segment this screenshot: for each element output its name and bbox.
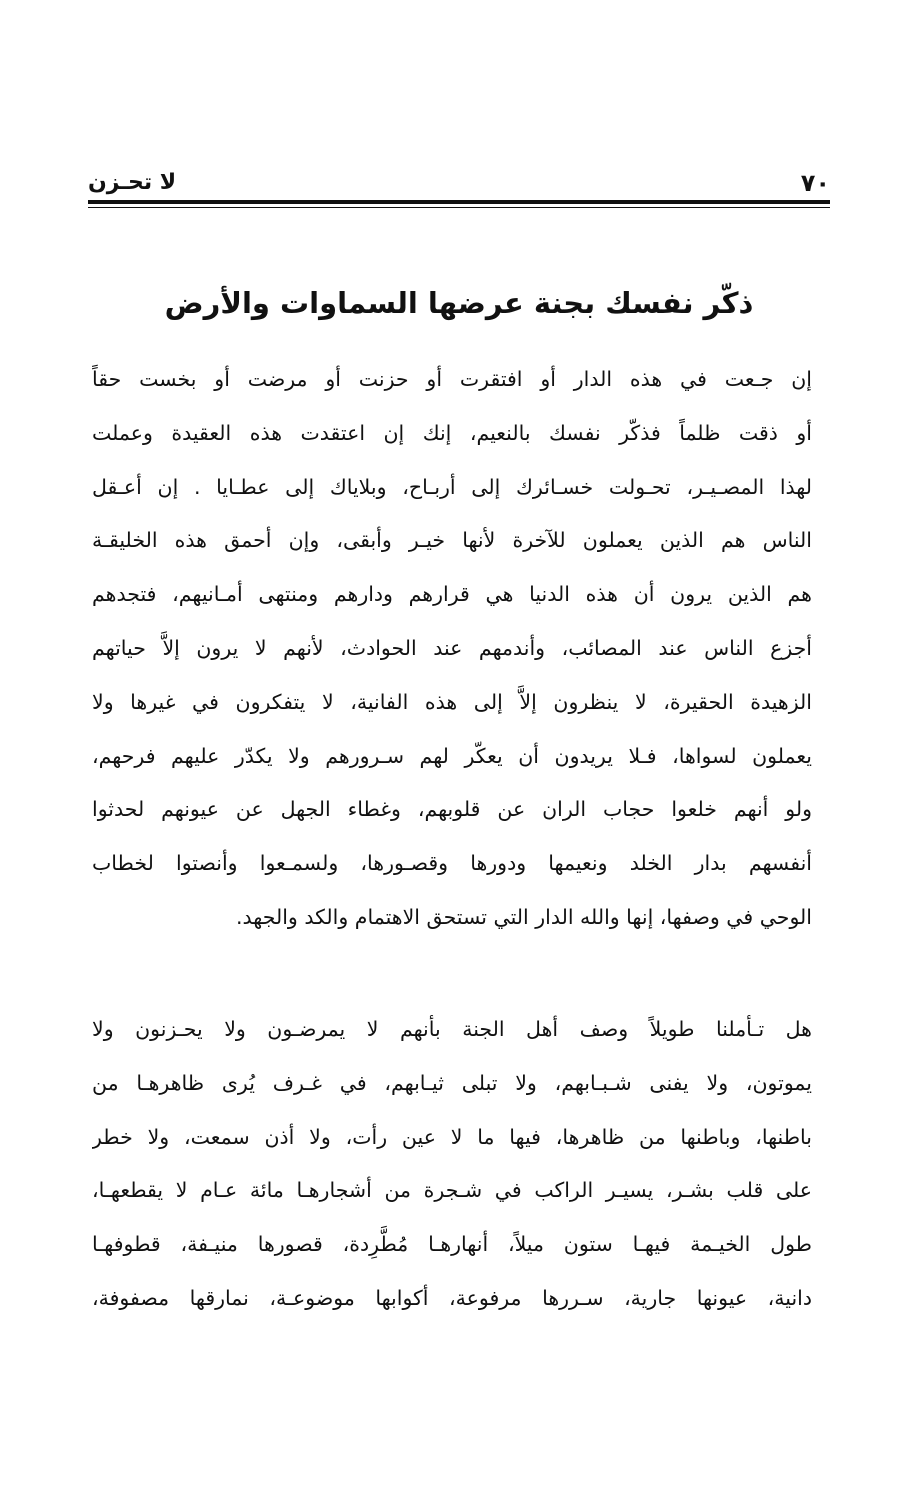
page-header (88, 168, 830, 198)
text-line: إن جـعت في هذه الدار أو افتقرت أو حزنت أو مرضت أو بخست حقاً (92, 367, 812, 391)
section-heading: ذكّر نفسك بجنة عرضها السماوات والأرض (164, 286, 754, 320)
text-line: أنفسهم بدار الخلد ونعيمها ودورها وقصـورها، ولسمـعوا وأنصتوا لخطاب (92, 851, 812, 876)
text-line: يعملون لسواها، فـلا يريدون أن يعكّر لهم سـرورهم ولا يكدّر عليهم فرحهم، (92, 743, 812, 768)
header-rule-thin (88, 207, 830, 208)
text-line: الزهيدة الحقيرة، لا ينظرون إلاَّ إلى هذه الفانية، لا يتفكرون في غيرها ولا (92, 689, 812, 714)
text-line: أو ذقت ظلماً فذكّر نفسك بالنعيم، إنك إن اعتقدت هذه العقيدة وعملت (92, 420, 812, 445)
text-line: هم الذين يرون أن هذه الدنيا هي قرارهم ودارهم ومنتهى أمـانيهم، فتجدهم (92, 582, 812, 607)
page-number: ٧٠ (800, 169, 830, 197)
text-line: الناس هم الذين يعملون للآخرة لأنها خيـر وأبقى، وإن أحمق هذه الخليقـة (92, 528, 812, 553)
text-line: طول الخيـمة فيهـا ستون ميلاً، أنهارهـا مُطَّرِدة، قصورها منيـفة، قطوفهـا (92, 1232, 812, 1257)
paragraph-1 (92, 353, 812, 945)
text-line: يموتون، ولا يفنى شـبـابهم، ولا تبلى ثيـابهم، في غـرف يُرى ظاهرهـا من (92, 1070, 812, 1095)
header-rule-thick (88, 200, 830, 204)
paragraph-2 (92, 1003, 812, 1326)
text-line: هل تـأملنا طويلاً وصف أهل الجنة بأنهم لا يمرضـون ولا يحـزنون ولا (92, 1017, 812, 1041)
text-line: دانية، عيونها جارية، سـررها مرفوعة، أكوابها موضوعـة، نمارقها مصفوفة، (92, 1285, 812, 1310)
text-line: على قلب بشـر، يسيـر الراكب في شـجرة من أشجارهـا مائة عـام لا يقطعهـا، (92, 1178, 812, 1203)
text-line: لهذا المصـيـر، تحـولت خسـائرك إلى أربـاح، وبلاياك إلى عطـايا . إن أعـقل (92, 474, 812, 499)
text-line: باطنها، وباطنها من ظاهرها، فيها ما لا عين رأت، ولا أذن سمعت، ولا خطر (92, 1124, 812, 1149)
text-line: ولو أنهم خلعوا حجاب الران عن قلوبهم، وغطاء الجهل عن عيونهم لحدثوا (92, 797, 812, 822)
text-line: أجزع الناس عند المصائب، وأندمهم عند الحوادث، لأنهم لا يرون إلاَّ حياتهم (92, 635, 812, 660)
text-line: الوحي في وصفها، إنها والله الدار التي تستحق الاهتمام والكد والجهد. (236, 904, 812, 929)
running-title: لا تحـزن (88, 170, 177, 195)
